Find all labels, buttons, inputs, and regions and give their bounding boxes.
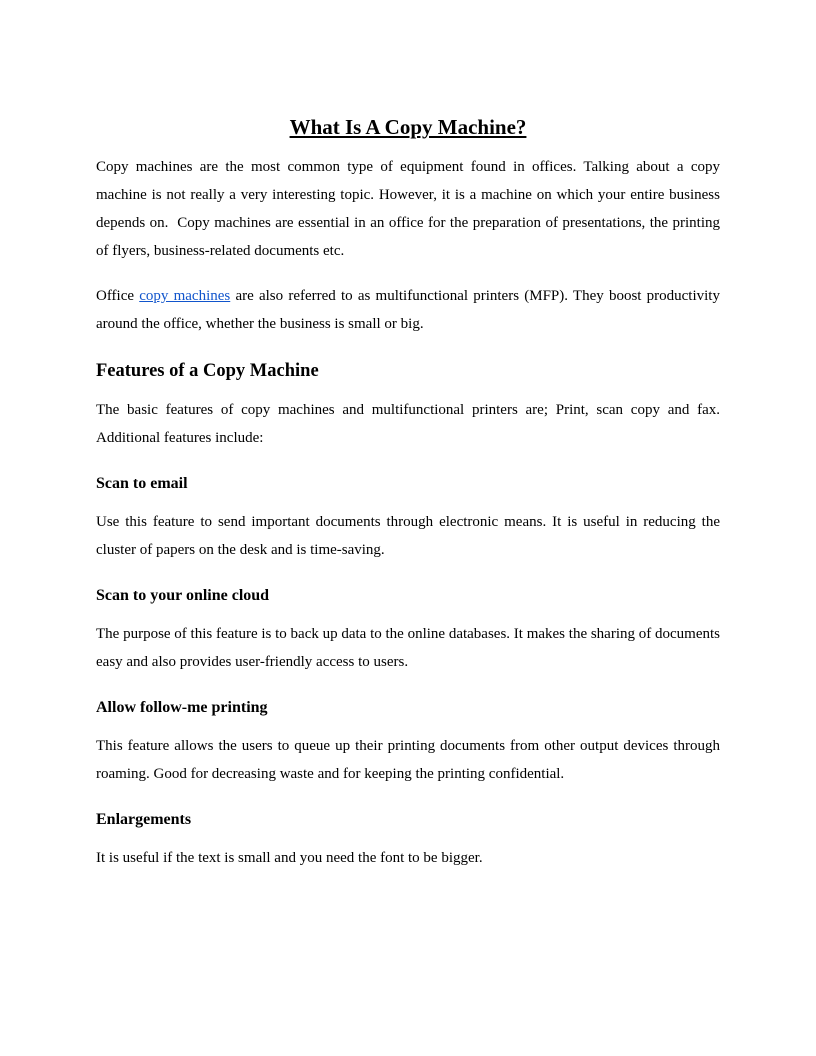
intro-paragraph-2	[96, 282, 720, 338]
feature-text-scan-to-cloud: The purpose of this feature is to back up data to the online databases. It makes the sharing of documents easy and also provides user-friendly access to users.	[96, 626, 720, 670]
feature-heading-scan-to-email: Scan to email	[96, 475, 188, 492]
feature-heading-scan-to-cloud: Scan to your online cloud	[96, 587, 270, 604]
features-heading: Features of a Copy Machine	[96, 361, 319, 381]
intro-paragraph-1: Copy machines are the most common type of equipment found in offices. Talking about a copy machine is not really a very interesting topic. However, it is a machine on which your entire business depends on. Copy machines are essential in an office for the preparation of presentations, the printing of flyers, business-related documents etc.	[96, 159, 720, 259]
feature-text-enlargements: It is useful if the text is small and you need the font to be bigger.	[96, 850, 483, 866]
features-intro-text: The basic features of copy machines and multifunctional printers are; Print, scan copy and fax. Additional features include:	[96, 402, 720, 446]
feature-text-scan-to-email: Use this feature to send important documents through electronic means. It is useful in reducing the cluster of papers on the desk and is time-saving.	[96, 514, 720, 558]
copy-machines-link[interactable]: copy machines	[139, 288, 231, 304]
page-title: What Is A Copy Machine?	[289, 115, 527, 139]
intro-paragraph-2-lead: Office	[96, 288, 140, 304]
feature-heading-follow-me-printing: Allow follow-me printing	[96, 699, 268, 716]
feature-heading-enlargements: Enlargements	[96, 811, 192, 828]
intro-paragraph-2-rest: are also referred to as multifunctional printers (MFP). They boost productivity around the office, whether the business is small or big.	[96, 288, 720, 332]
feature-text-follow-me-printing: This feature allows the users to queue up their printing documents from other output devices through roaming. Good for decreasing waste and for keeping the printing confidential.	[96, 738, 720, 782]
